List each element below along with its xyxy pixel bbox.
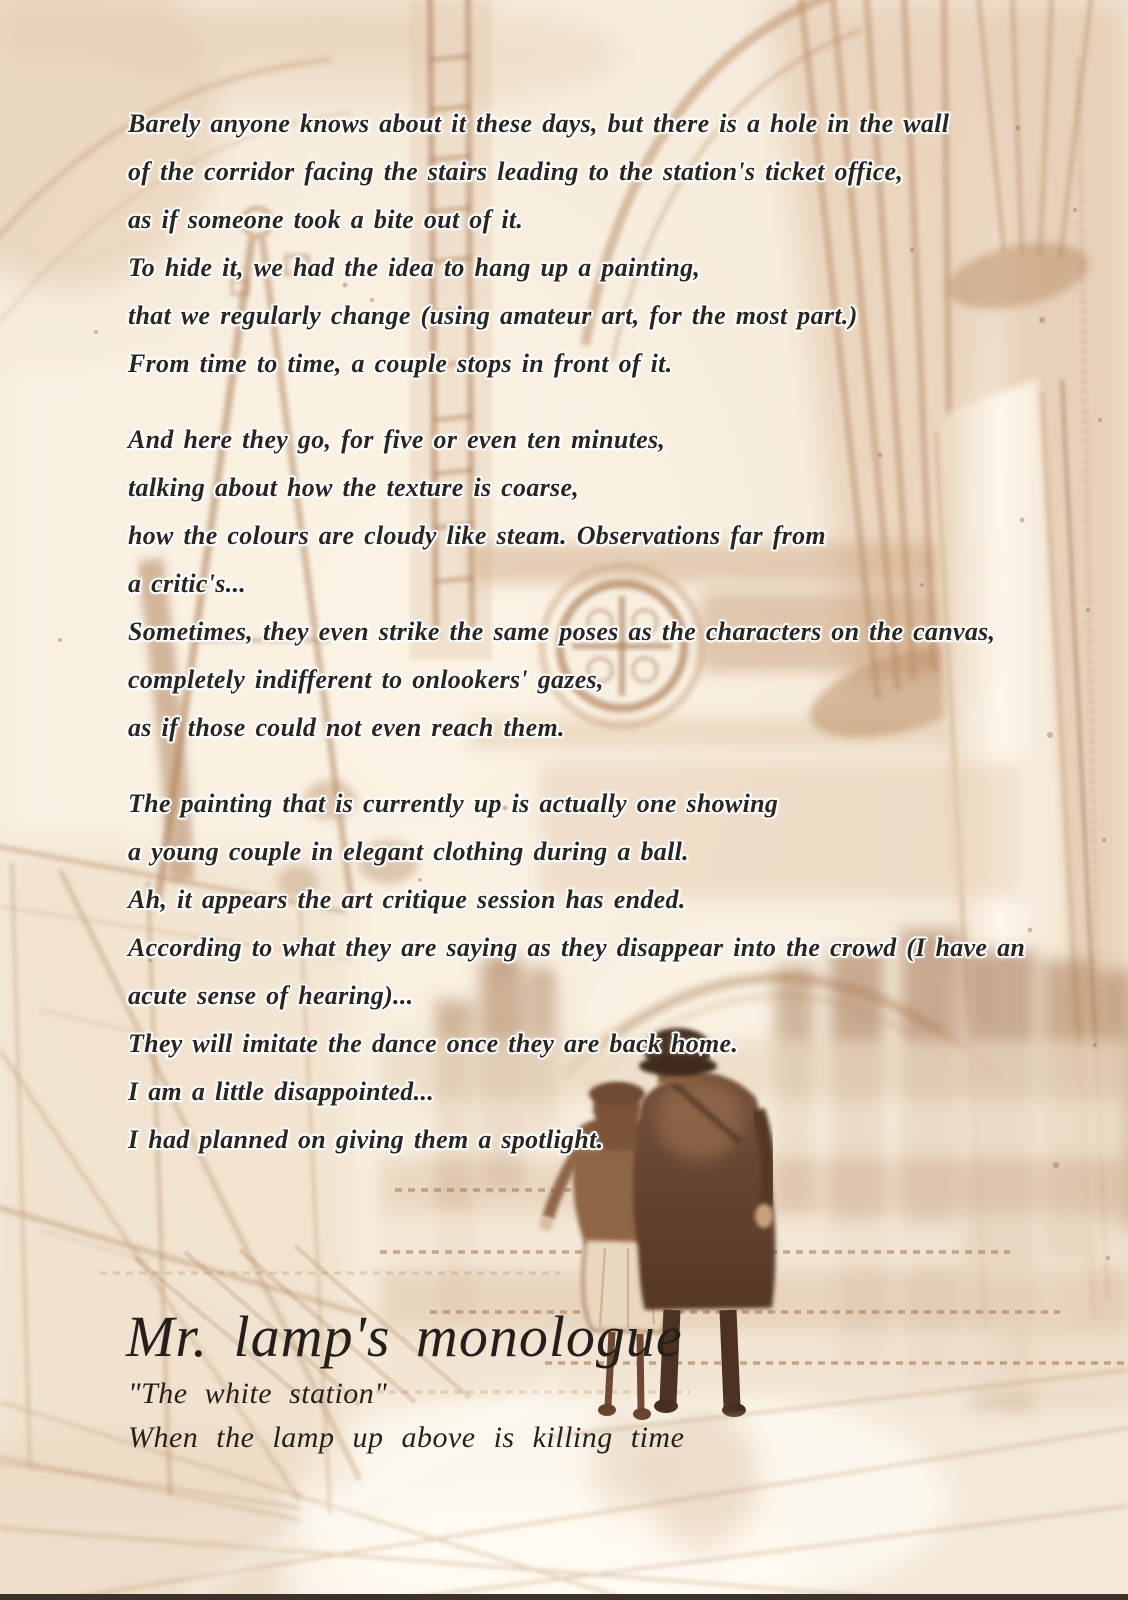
monologue-line: I had planned on giving them a spotlight. <box>128 1125 604 1154</box>
monologue-line: I am a little disappointed... <box>128 1077 434 1106</box>
monologue-line: a critic's... <box>128 569 247 598</box>
monologue-line: And here they go, for five or even ten minutes, <box>128 425 666 454</box>
monologue-line: of the corridor facing the stairs leading to the station's ticket office, <box>128 157 904 186</box>
monologue-line: talking about how the texture is coarse, <box>128 473 580 502</box>
monologue-line: how the colours are cloudy like steam. Observations far from <box>128 521 826 550</box>
monologue-paragraph-2 <box>128 416 1025 752</box>
monologue-line: as if those could not even reach them. <box>128 713 565 742</box>
story-tagline: When the lamp up above is killing time <box>128 1421 685 1454</box>
monologue-line: They will imitate the dance once they are back home. <box>128 1029 739 1058</box>
title-block <box>126 1304 685 1454</box>
monologue-line: According to what they are saying as they disappear into the crowd (I have an <box>128 933 1026 962</box>
monologue-line: Sometimes, they even strike the same poses as the characters on the canvas, <box>128 617 996 646</box>
monologue-line: From time to time, a couple stops in front of it. <box>128 349 673 378</box>
monologue-line: that we regularly change (using amateur art, for the most part.) <box>128 301 858 330</box>
monologue-paragraph-3 <box>128 780 1025 1164</box>
story-title: "The white station" <box>128 1377 388 1410</box>
monologue-text <box>128 100 1025 1192</box>
monologue-line: Ah, it appears the art critique session has ended. <box>128 885 686 914</box>
monologue-line: Barely anyone knows about it these days, but there is a hole in the wall <box>128 109 950 138</box>
monologue-line: a young couple in elegant clothing during a ball. <box>128 837 689 866</box>
page-title: Mr. lamp's monologue <box>126 1304 683 1369</box>
monologue-line: completely indifferent to onlookers' gazes, <box>128 665 604 694</box>
monologue-line: acute sense of hearing)... <box>128 981 414 1010</box>
monologue-line: as if someone took a bite out of it. <box>128 205 524 234</box>
monologue-line: To hide it, we had the idea to hang up a painting, <box>128 253 701 282</box>
monologue-paragraph-1 <box>128 100 1025 388</box>
monologue-line: The painting that is currently up is actually one showing <box>128 789 779 818</box>
